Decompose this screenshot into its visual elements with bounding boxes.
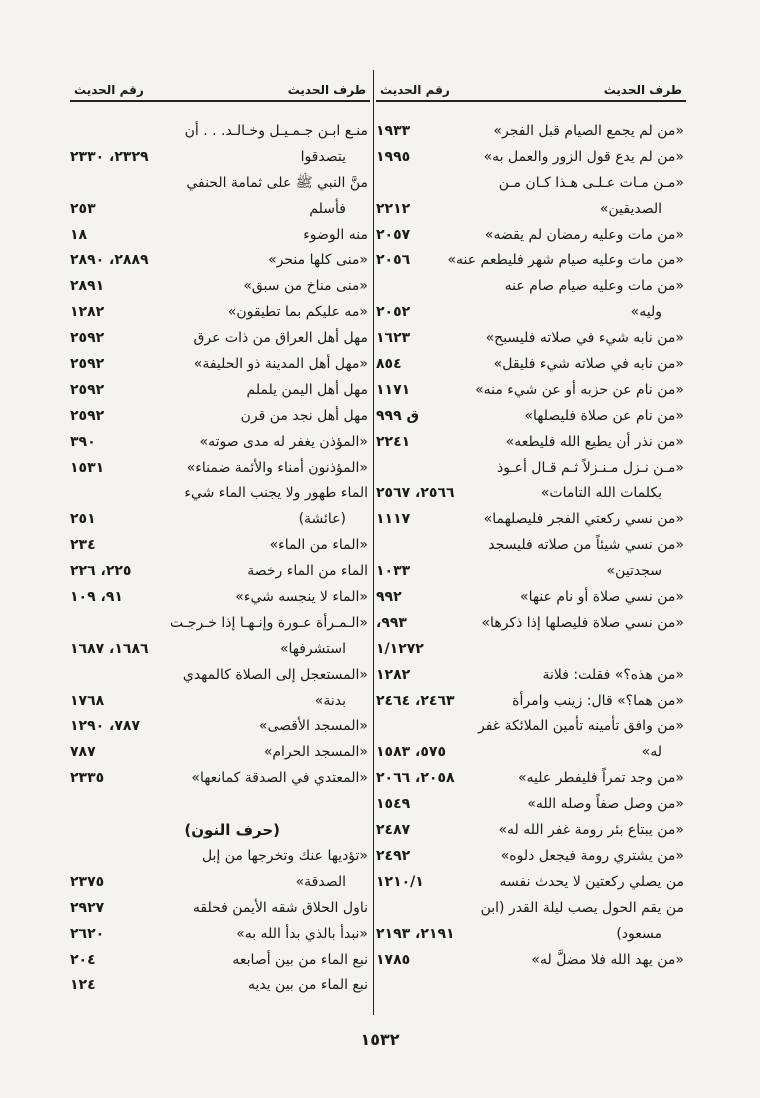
hadith-number: ٢٩٢٧ bbox=[70, 899, 105, 916]
hadith-term: استشرفها» bbox=[279, 640, 346, 657]
hadith-term: «مهل أهل المدينة ذو الحليفة» bbox=[193, 356, 368, 373]
index-entry bbox=[376, 171, 686, 197]
index-entry bbox=[376, 300, 686, 326]
hadith-term: «من نابه شيء في صلاته فليسبح» bbox=[485, 330, 684, 347]
hadith-number: ٢٤٩٢ bbox=[376, 847, 411, 864]
hadith-term: «المستعجل إلى الصلاة كالمهدي bbox=[182, 666, 368, 683]
hadith-term: الصديقين» bbox=[599, 200, 662, 217]
page-number: ١٥٣٢ bbox=[360, 1030, 400, 1049]
hadith-term: «مـن نـزل مـنـزلاً ثـم قـال أعـوذ bbox=[497, 459, 684, 476]
hadith-term: «من يبتاع بئر رومة غفر الله له» bbox=[498, 822, 684, 839]
index-entry bbox=[376, 740, 686, 766]
index-entry bbox=[376, 456, 686, 482]
index-entry bbox=[70, 844, 370, 870]
hadith-term: مهل أهل العراق من ذات عرق bbox=[193, 330, 368, 347]
index-entry bbox=[376, 119, 686, 145]
hadith-number: ٢٣٧٥ bbox=[70, 873, 105, 890]
index-entry bbox=[70, 585, 370, 611]
hadith-term: «من وافق تأمينه تأمين الملائكة غفر bbox=[477, 718, 684, 735]
index-entry bbox=[376, 663, 686, 689]
hadith-term: مهل أهل نجد من قرن bbox=[240, 407, 368, 424]
hadith-number: ٧٨٧، ١٢٩٠ bbox=[70, 718, 141, 735]
index-entry bbox=[376, 611, 686, 637]
hadith-term: «مـن مـات عـلـى هـذا كـان مـن bbox=[498, 174, 684, 191]
left-column bbox=[70, 72, 370, 999]
hadith-number: ١٨ bbox=[70, 226, 88, 243]
hadith-number: ١٠٣٣ bbox=[376, 563, 411, 580]
index-entry bbox=[70, 404, 370, 430]
hadith-term: بدنة» bbox=[314, 692, 346, 709]
hadith-number: ٢٤٦٣، ٢٤٦٤ bbox=[376, 692, 455, 709]
right-entries bbox=[376, 119, 686, 973]
hadith-number: ١٩٣٣ bbox=[376, 123, 411, 139]
hadith-number: ٢٥٩٢ bbox=[70, 407, 105, 424]
hadith-number: ٢٥٣ bbox=[70, 200, 96, 217]
index-entry bbox=[70, 119, 370, 145]
hadith-number: ١٢٨٢ bbox=[376, 666, 411, 683]
hadith-term: من يصلي ركعتين لا يحدث نفسه bbox=[499, 873, 684, 890]
hadith-number: ٧٨٧ bbox=[70, 744, 96, 761]
index-entry bbox=[70, 559, 370, 585]
hadith-number: ٢٥١ bbox=[70, 511, 96, 528]
index-entry bbox=[376, 223, 686, 249]
index-entry bbox=[70, 948, 370, 974]
hadith-term: «من مات وعليه صيام شهر فليطعم عنه» bbox=[447, 252, 684, 269]
hadith-term: بكلمات الله التامات» bbox=[540, 485, 662, 502]
hadith-number: ٢٢١٢ bbox=[376, 200, 411, 217]
hadith-term: «من نام عن صلاة فليصلها» bbox=[524, 407, 684, 424]
index-entry bbox=[70, 223, 370, 249]
index-entry bbox=[70, 740, 370, 766]
index-entry bbox=[376, 844, 686, 870]
hadith-term: مهل أهل اليمن يلملم bbox=[246, 381, 368, 398]
hadith-term: «من وجد تمراً فليفطر عليه» bbox=[517, 770, 684, 787]
hadith-term: «الماء من الماء» bbox=[269, 537, 368, 554]
hadith-term: (حرف النون) bbox=[184, 821, 280, 840]
hadith-term: وليه» bbox=[630, 304, 662, 321]
hadith-number: ١٦٨٦، ١٦٨٧ bbox=[70, 640, 149, 657]
hadith-term: «من وصل صفاً وصله الله» bbox=[527, 796, 684, 813]
index-entry bbox=[70, 870, 370, 896]
hadith-term: «من يهد الله فلا مضلَّ له» bbox=[531, 951, 684, 968]
hadith-term: «من نام عن حزبه أو عن شيء منه» bbox=[475, 381, 684, 398]
hadith-number: ١٢١٠/١ bbox=[376, 873, 424, 890]
hadith-term: «مه عليكم بما تطيقون» bbox=[227, 304, 368, 321]
hadith-term: الصدقة» bbox=[295, 873, 346, 890]
hadith-term: «تؤديها عنك وتخرجها من إبل bbox=[201, 847, 368, 864]
hadith-term: «من نسي صلاة أو نام عنها» bbox=[520, 589, 684, 606]
hadith-term: «من هما؟» قال: زينب وامرأة bbox=[512, 692, 684, 709]
hadith-term: منه الوضوء bbox=[303, 226, 368, 243]
index-entry bbox=[376, 378, 686, 404]
hadith-term: «من لم يدع قول الزور والعمل به» bbox=[483, 148, 684, 165]
index-entry bbox=[376, 481, 686, 507]
hadith-number: ٢٣٣٥ bbox=[70, 770, 105, 787]
index-entry bbox=[376, 896, 686, 922]
hadith-term: الماء طهور ولا يجنب الماء شيء bbox=[184, 485, 368, 502]
hadith-number: ٢٤٨٧ bbox=[376, 822, 411, 839]
hadith-number: ٢٠٥٢ bbox=[376, 304, 411, 321]
index-entry bbox=[70, 197, 370, 223]
hadith-term: منـع ابـن جـمـيـل وخـالـد. . . أن bbox=[184, 123, 368, 139]
index-entry bbox=[70, 456, 370, 482]
index-entry bbox=[376, 792, 686, 818]
hadith-number: ٢٢٤١ bbox=[376, 433, 411, 450]
hadith-number: ق ٩٩٩ bbox=[376, 407, 420, 424]
hadith-term: «الـمـرأة عـورة وإنـهـا إذا خـرجـت bbox=[169, 614, 368, 631]
hadith-number: ١٧٨٥ bbox=[376, 951, 411, 968]
hadith-number: ٢٥٦٦، ٢٥٦٧ bbox=[376, 485, 455, 502]
index-entry bbox=[70, 171, 370, 197]
hadith-number: ٢١٩١، ٢١٩٣ bbox=[376, 925, 455, 942]
hadith-number: ١/١٢٧٢ bbox=[376, 640, 424, 657]
index-entry bbox=[70, 145, 370, 171]
hadith-term: فأسلم bbox=[309, 200, 346, 217]
column-divider bbox=[373, 70, 374, 1015]
right-column bbox=[376, 72, 686, 973]
index-entry bbox=[376, 274, 686, 300]
hadith-number: ٣٩٠ bbox=[70, 433, 96, 450]
index-entry bbox=[70, 689, 370, 715]
left-entries bbox=[70, 119, 370, 999]
index-entry bbox=[70, 714, 370, 740]
index-entry bbox=[376, 507, 686, 533]
index-entry bbox=[376, 689, 686, 715]
index-entry bbox=[376, 559, 686, 585]
hadith-term: «من نسي صلاة فليصلها إذا ذكرها» bbox=[481, 614, 684, 631]
hadith-number: ١٧٦٨ bbox=[70, 692, 105, 709]
index-entry bbox=[376, 870, 686, 896]
index-entry bbox=[70, 766, 370, 792]
index-entry bbox=[70, 248, 370, 274]
index-entry bbox=[376, 248, 686, 274]
index-entry bbox=[376, 145, 686, 171]
hadith-number: ٢٣٢٩، ٢٣٣٠ bbox=[70, 148, 149, 165]
index-entry bbox=[376, 948, 686, 974]
term-header: طرف الحديث bbox=[287, 83, 366, 97]
number-header: رقم الحديث bbox=[74, 83, 144, 97]
hadith-number: ٥٧٥، ١٥٨٣ bbox=[376, 744, 447, 761]
hadith-term: «من هذه؟» فقلت: فلانة bbox=[542, 666, 684, 683]
hadith-term: «من مات وعليه صيام صام عنه bbox=[504, 278, 684, 295]
index-entry bbox=[70, 274, 370, 300]
index-entry bbox=[376, 922, 686, 948]
index-entry bbox=[376, 352, 686, 378]
index-entry bbox=[376, 533, 686, 559]
hadith-term: «من نسي شيئاً من صلاته فليسجد bbox=[488, 537, 684, 554]
index-entry bbox=[70, 326, 370, 352]
index-entry bbox=[70, 430, 370, 456]
hadith-number: ٢٣٤ bbox=[70, 537, 96, 554]
hadith-number: ١٦٢٣ bbox=[376, 330, 411, 347]
hadith-term: «الماء لا ينجسه شيء» bbox=[235, 589, 368, 606]
hadith-number: ١٥٣١ bbox=[70, 459, 105, 476]
index-entry bbox=[70, 973, 370, 999]
hadith-term: «منى مناخ من سبق» bbox=[243, 278, 368, 295]
hadith-term: نبع الماء من بين يديه bbox=[247, 977, 368, 994]
hadith-number: ٢٨٨٩، ٢٨٩٠ bbox=[70, 252, 149, 269]
term-header: طرف الحديث bbox=[603, 83, 682, 97]
hadith-term: «المؤذن يغفر له مدى صوته» bbox=[199, 433, 368, 450]
hadith-number: ٢٥٩٢ bbox=[70, 330, 105, 347]
hadith-number: ٩١، ١٠٩ bbox=[70, 589, 123, 606]
hadith-number: ١١٧١ bbox=[376, 381, 411, 398]
hadith-number: ٨٥٤ bbox=[376, 356, 402, 373]
hadith-number: ٢٥٩٢ bbox=[70, 381, 105, 398]
hadith-term: «المسجد الحرام» bbox=[263, 744, 368, 761]
hadith-number: ٢٠٥٧ bbox=[376, 226, 411, 243]
hadith-term: له» bbox=[641, 744, 662, 761]
hadith-number: ٢٠٤ bbox=[70, 951, 96, 968]
hadith-term: «من نسي ركعتي الفجر فليصلهما» bbox=[483, 511, 684, 528]
index-entry bbox=[376, 326, 686, 352]
hadith-term: (عائشة) bbox=[298, 511, 346, 528]
hadith-term: «منى كلها منحر» bbox=[268, 252, 368, 269]
hadith-term: سجدتين» bbox=[606, 563, 662, 580]
index-entry bbox=[70, 300, 370, 326]
index-entry bbox=[70, 611, 370, 637]
index-entry bbox=[376, 404, 686, 430]
hadith-term: «من لم يجمع الصيام قبل الفجر» bbox=[493, 123, 684, 139]
index-entry bbox=[70, 922, 370, 948]
hadith-term: «نبدأ بالذي بدأ الله به» bbox=[236, 925, 368, 942]
left-column-header bbox=[70, 72, 370, 102]
index-entry bbox=[70, 663, 370, 689]
hadith-number: ٢٥٩٢ bbox=[70, 356, 105, 373]
index-entry bbox=[376, 197, 686, 223]
index-entry bbox=[70, 352, 370, 378]
hadith-term: ناول الحلاق شقه الأيمن فحلقه bbox=[192, 899, 368, 916]
hadith-term: مسعود) bbox=[616, 925, 662, 942]
hadith-term: «من يشتري رومة فيجعل دلوه» bbox=[500, 847, 684, 864]
hadith-term: «المسجد الأقصى» bbox=[258, 718, 368, 735]
hadith-number: ١٢٨٢ bbox=[70, 304, 105, 321]
hadith-term: «من مات وعليه رمضان لم يقضه» bbox=[484, 226, 684, 243]
index-entry bbox=[70, 533, 370, 559]
hadith-number: ٢٦٢٠ bbox=[70, 925, 105, 942]
index-entry bbox=[376, 714, 686, 740]
index-entry bbox=[70, 507, 370, 533]
hadith-number: ١١١٧ bbox=[376, 511, 411, 528]
hadith-number: ٢٠٥٨، ٢٠٦٦ bbox=[376, 770, 455, 787]
hadith-number: ٢٠٥٦ bbox=[376, 252, 411, 269]
hadith-number: ٩٩٣، bbox=[376, 614, 407, 631]
hadith-term: «من نذر أن يطيع الله فليطعه» bbox=[505, 433, 684, 450]
hadith-number: ٢٢٥، ٢٢٦ bbox=[70, 563, 132, 580]
index-entry bbox=[70, 481, 370, 507]
hadith-number: ١٩٩٥ bbox=[376, 148, 411, 165]
index-entry bbox=[70, 378, 370, 404]
hadith-term: من يقم الحول يصب ليلة القدر (ابن bbox=[480, 899, 684, 916]
index-entry bbox=[70, 637, 370, 663]
hadith-term: «المعتدي في الصدقة كمانعها» bbox=[191, 770, 368, 787]
hadith-number: ١٥٤٩ bbox=[376, 796, 411, 813]
hadith-term: منَّ النبي ﷺ على ثمامة الحنفي bbox=[186, 174, 368, 191]
hadith-term: يتصدقوا bbox=[300, 148, 346, 165]
index-entry bbox=[70, 896, 370, 922]
hadith-number: ٩٩٢ bbox=[376, 589, 402, 606]
index-entry bbox=[376, 585, 686, 611]
right-column-header bbox=[376, 72, 686, 102]
index-entry bbox=[376, 818, 686, 844]
hadith-number: ٢٨٩١ bbox=[70, 278, 105, 295]
hadith-number: ١٢٤ bbox=[70, 977, 96, 994]
number-header: رقم الحديث bbox=[380, 83, 450, 97]
index-entry bbox=[376, 637, 686, 663]
hadith-term: «المؤذنون أمناء والأئمة ضمناء» bbox=[186, 459, 368, 476]
section-heading bbox=[70, 818, 370, 844]
index-entry bbox=[70, 792, 370, 818]
index-entry bbox=[376, 430, 686, 456]
index-entry bbox=[376, 766, 686, 792]
hadith-term: الماء من الماء رخصة bbox=[247, 563, 368, 580]
hadith-term: نبع الماء من بين أصابعه bbox=[232, 951, 368, 968]
hadith-term: «من نابه في صلاته شيء فليقل» bbox=[493, 356, 684, 373]
